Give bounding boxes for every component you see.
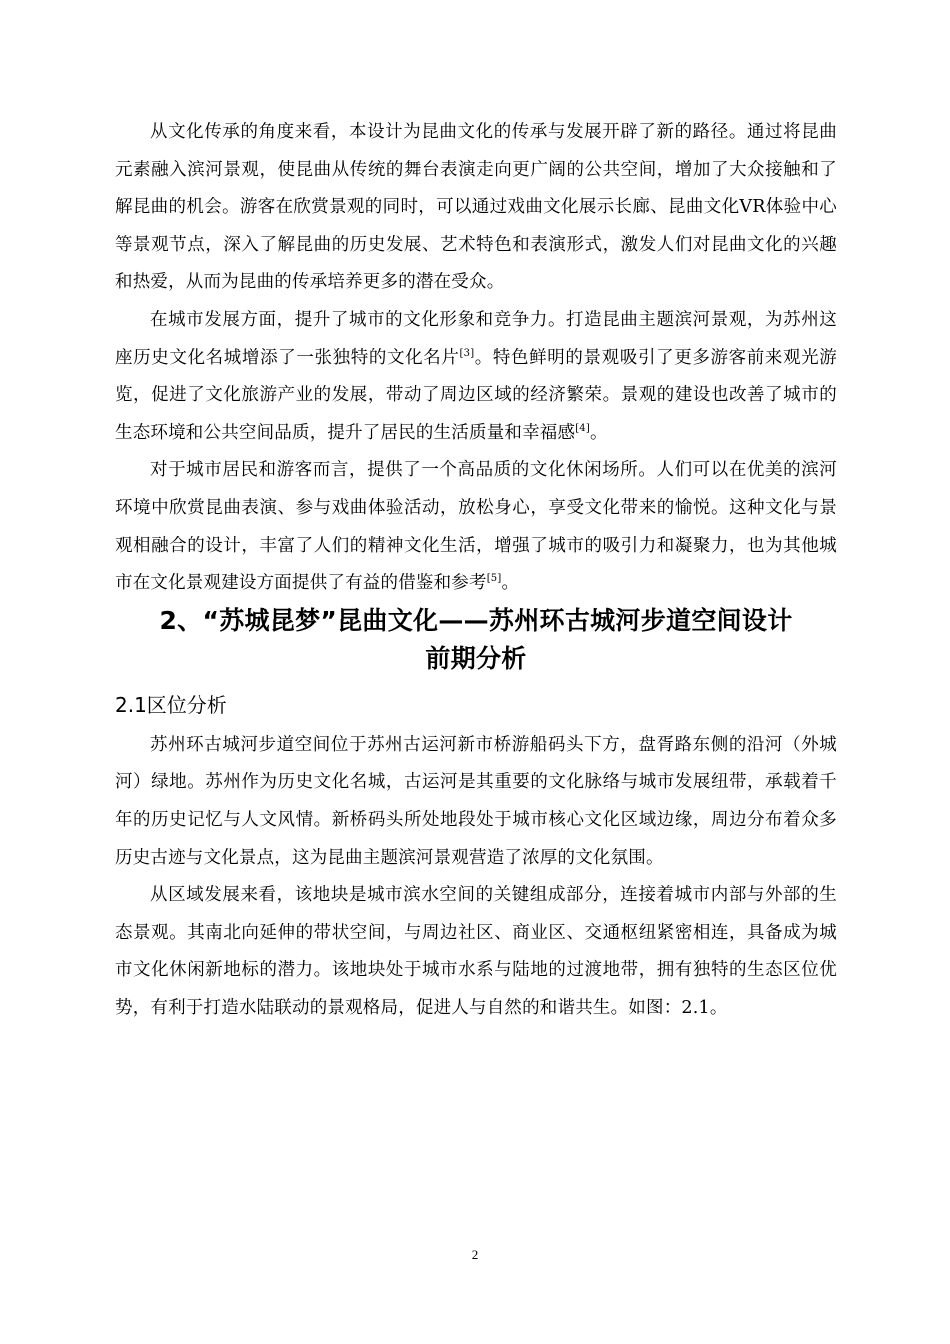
document-page [115, 114, 837, 1027]
paragraph-text: 对于城市居民和游客而言，提供了一个高品质的文化休闲场所。人们可以在优美的滨河环境中欣赏昆曲表演、参与戏曲体验活动，放松身心，享受文化带来的愉悦。这种文化与景观相融合的设计，丰富了人们的精神文化生活，增强了城市的吸引力和凝聚力，也为其他城市在文化景观建设方面提供了有益的借鉴和参考 [115, 460, 837, 594]
chapter-title-line2: 前期分析 [425, 643, 527, 673]
paragraph-text: 在城市发展方面，提升了城市的文化形象和竞争力。打造昆曲主题滨河景观，为苏州这座历史文化名城增添了一张独特的文化名片 [115, 309, 837, 368]
citation-ref: [4] [575, 422, 590, 434]
paragraph-residents-visitors [115, 452, 837, 602]
citation-ref: [5] [486, 573, 502, 585]
chapter-title-line1: 2、“苏城昆梦”昆曲文化——苏州环古城河步道空间设计 [159, 605, 793, 635]
section-heading: 2.1区位分析 [115, 692, 227, 717]
paragraph-text: 。 [501, 573, 520, 594]
page-number: 2 [471, 1247, 479, 1262]
paragraph-cultural-heritage: 从文化传承的角度来看，本设计为昆曲文化的传承与发展开辟了新的路径。通过将昆曲元素融入滨河景观，使昆曲从传统的舞台表演走向更广阔的公共空间，增加了大众接触和了解昆曲的机会。游客在欣赏景观的同时，可以通过戏曲文化展示长廊、昆曲文化VR体验中心等景观节点，深入了解昆曲的历史发展、艺术特色和表演形式，激发人们对昆曲文化的兴趣和热爱，从而为昆曲的传承培养更多的潜在受众。 [115, 122, 837, 293]
paragraph-location: 苏州环古城河步道空间位于苏州古运河新市桥游船码头下方，盘胥路东侧的沿河（外城河）绿地。苏州作为历史文化名城，古运河是其重要的文化脉络与城市发展纽带，承载着千年的历史记忆与人文风情。新桥码头所处地段处于城市核心文化区域边缘，周边分布着众多历史古迹与文化景点，这为昆曲主题滨河景观营造了浓厚的文化氛围。 [115, 734, 837, 868]
citation-ref: [3] [459, 347, 475, 359]
paragraph-text: 。特色鲜明的景观吸引了更多游客前来观光游览，促进了文化旅游产业的发展，带动了周边区域的经济繁荣。景观的建设也改善了城市的生态环境和公共空间品质，提升了居民的生活质量和幸福感 [115, 347, 837, 443]
paragraph-urban-development [115, 302, 837, 452]
chapter-heading [115, 602, 837, 678]
paragraph-text: 。 [589, 422, 608, 443]
paragraph-regional-development: 从区域发展来看，该地块是城市滨水空间的关键组成部分，连接着城市内部与外部的生态景观。其南北向延伸的带状空间，与周边社区、商业区、交通枢纽紧密相连，具备成为城市文化休闲新地标的潜力。该地块处于城市水系与陆地的过渡地带，拥有独特的生态区位优势，有利于打造水陆联动的景观格局，促进人与自然的和谐共生。如图：2.1。 [115, 885, 837, 1018]
